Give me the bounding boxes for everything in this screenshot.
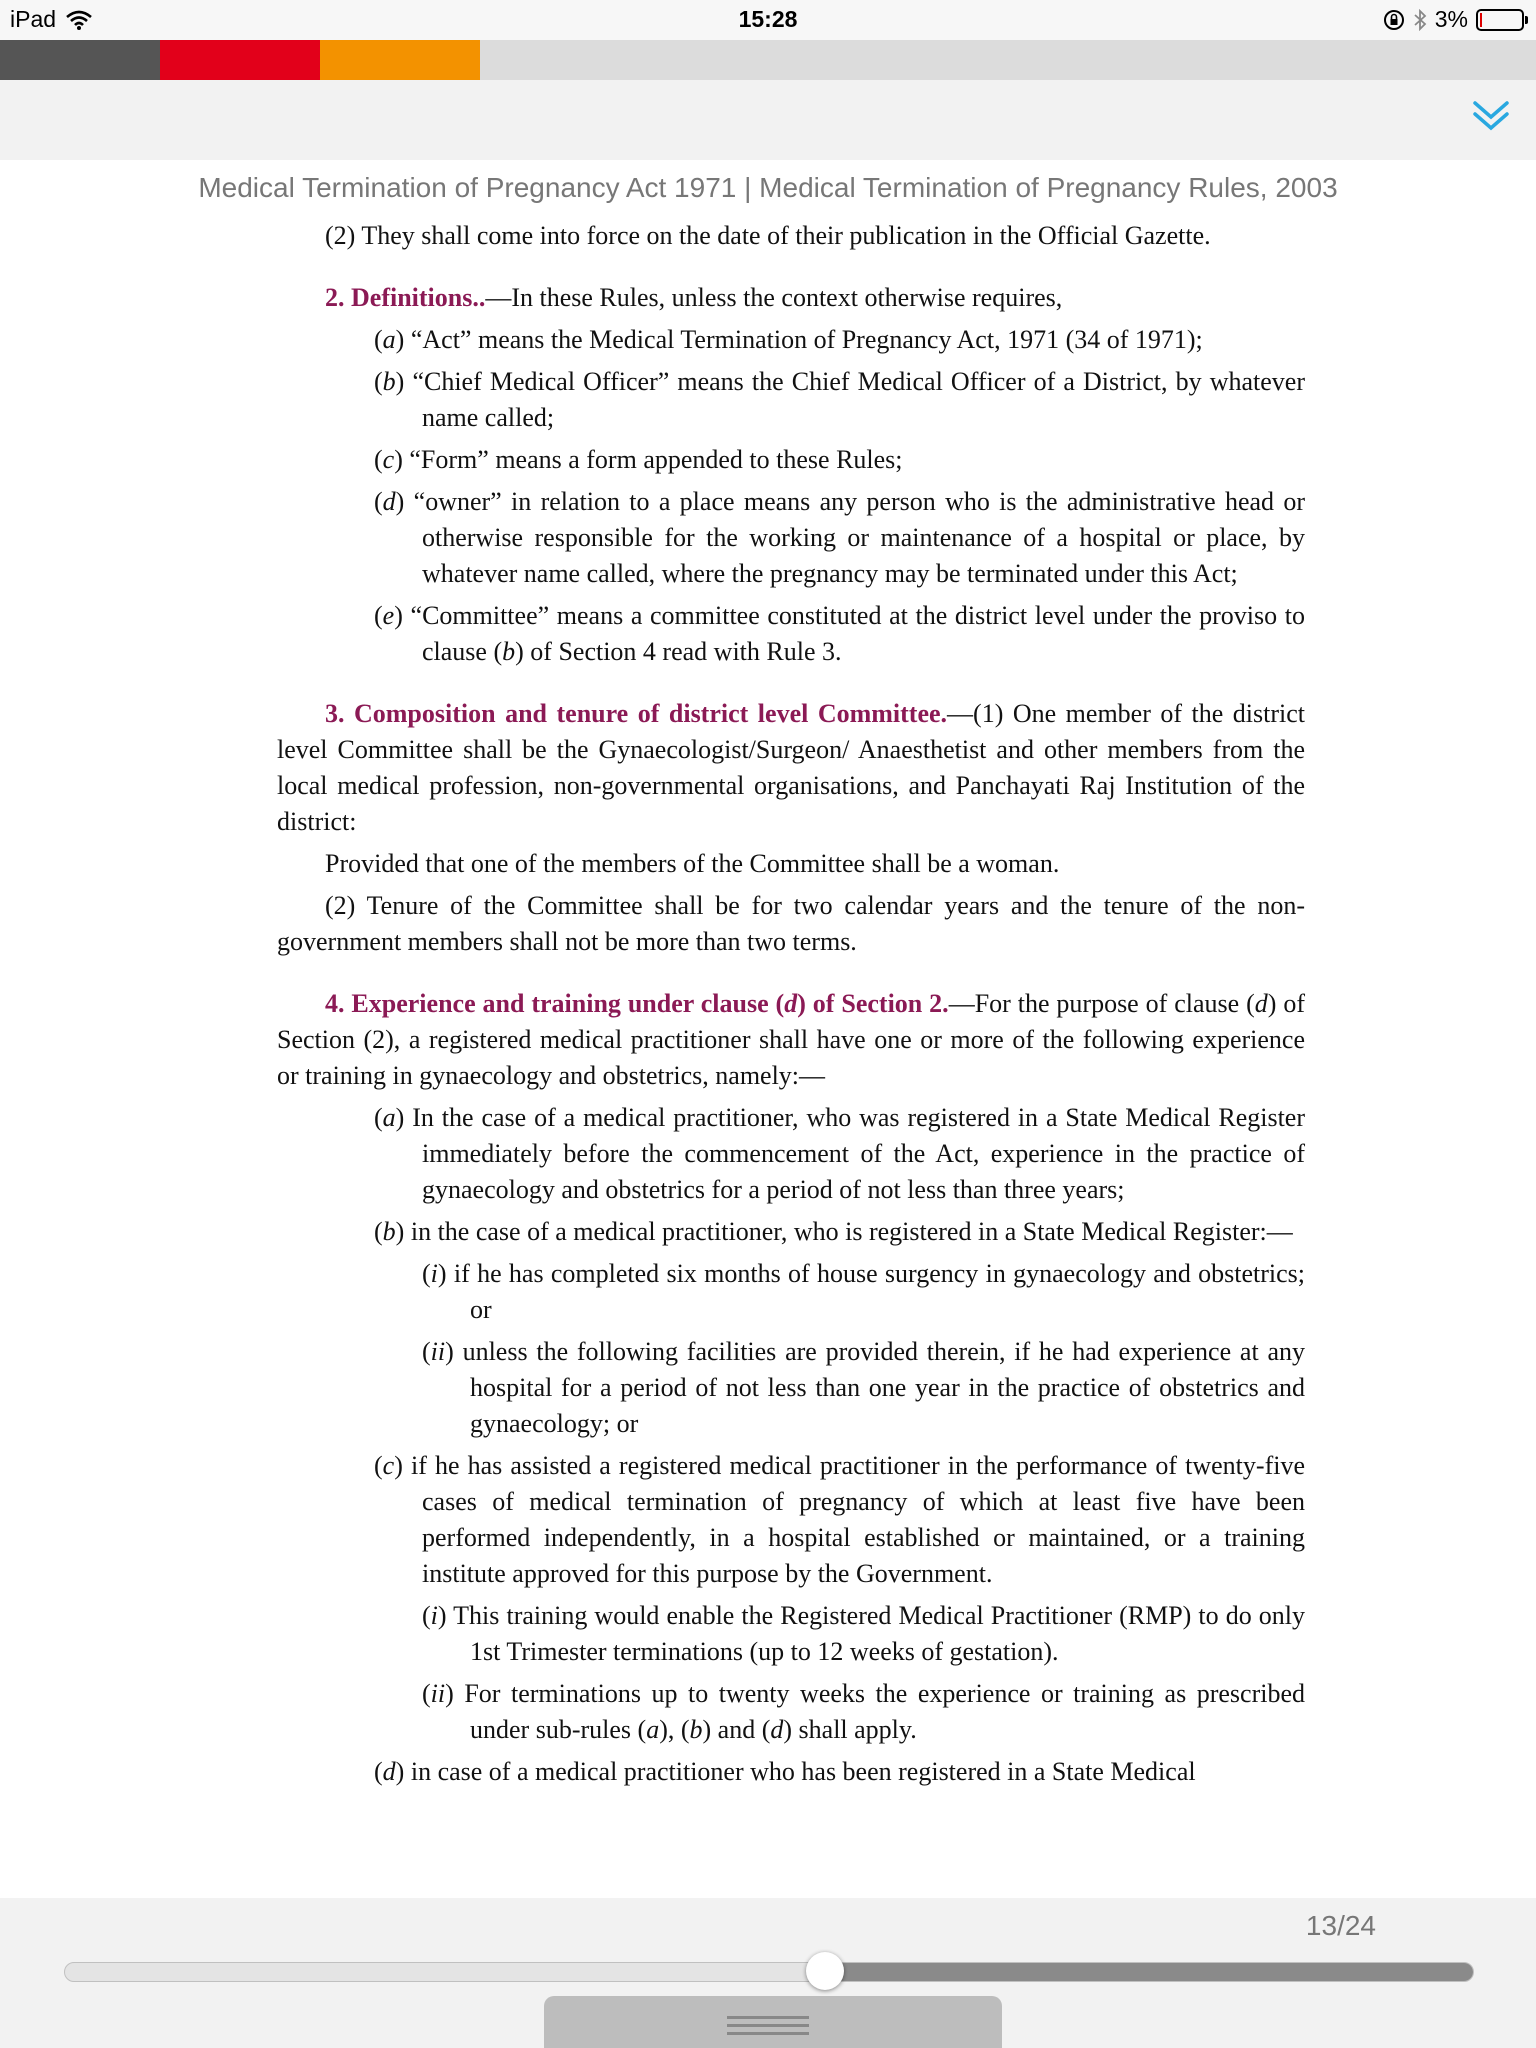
double-chevron-down-icon[interactable] bbox=[1466, 90, 1516, 140]
rule3-paragraph: 3. Composition and tenure of district level Committee.—(1) One member of the district level Committee shall be the Gynaecologist/Surgeon/ Anaesthetist and other members from the local medical profession, non-governmental organisations, and Panchayati Raj Institution of the district: bbox=[277, 699, 1305, 836]
tab-segment-orange[interactable] bbox=[320, 40, 480, 80]
page-indicator: 13/24 bbox=[1305, 1910, 1376, 1941]
battery-percent: 3% bbox=[1434, 6, 1468, 32]
rule4-item-d: (d) in case of a medical practitioner who has been registered in a State Medical bbox=[374, 1757, 1196, 1786]
reader-header bbox=[0, 80, 1536, 160]
tab-segment-red[interactable] bbox=[160, 40, 320, 80]
tab-segment-gray[interactable] bbox=[0, 40, 160, 80]
rule4-item-b-i: (i) if he has completed six months of house surgency in gynaecology and obstetrics; or bbox=[422, 1259, 1305, 1324]
definition-c: (c) “Form” means a form appended to these Rules; bbox=[374, 445, 903, 474]
orientation-lock-icon bbox=[1383, 9, 1405, 31]
rule1-clause2: (2) They shall come into force on the date of their publication in the Official Gazette. bbox=[325, 221, 1211, 250]
battery-icon bbox=[1476, 9, 1524, 31]
rule4-paragraph: 4. Experience and training under clause (d) of Section 2.—For the purpose of clause (d) of Section (2), a registered medical practitioner shall have one or more of the following experience or training in gynaecology and obstetrics, namely:— bbox=[277, 989, 1306, 1090]
definition-d: (d) “owner” in relation to a place means any person who is the administrative head or otherwise responsible for the working or maintenance of a hospital or place, by whatever name called, where the pregnancy may be terminated under this Act; bbox=[374, 487, 1305, 588]
rule4-heading: 4. Experience and training under clause (d) of Section 2. bbox=[325, 989, 949, 1018]
drawer-grip-line bbox=[727, 2024, 809, 2027]
definition-b: (b) “Chief Medical Officer” means the Chief Medical Officer of a District, by whatever name called; bbox=[374, 367, 1305, 432]
page-content bbox=[277, 218, 1305, 1790]
rule3-heading: 3. Composition and tenure of district level Committee. bbox=[325, 699, 948, 728]
running-head: Medical Termination of Pregnancy Act 1971 | Medical Termination of Pregnancy Rules, 2003 bbox=[198, 172, 1338, 203]
rule4-item-b-ii: (ii) unless the following facilities are provided therein, if he had experience at any hospital for a period of not less than one year in the practice of obstetrics and gynaecology; or bbox=[422, 1337, 1305, 1438]
definition-a: (a) “Act” means the Medical Termination of Pregnancy Act, 1971 (34 of 1971); bbox=[374, 325, 1203, 354]
rule4-item-c: (c) if he has assisted a registered medical practitioner in the performance of twenty-five cases of medical termination of pregnancy of which at least five have been performed independently, in a hospital established or maintained, or a training institute approved for this purpose by the Government. bbox=[374, 1451, 1305, 1588]
rule3-proviso: Provided that one of the members of the Committee shall be a woman. bbox=[325, 849, 1060, 878]
rule4-item-c-i: (i) This training would enable the Registered Medical Practitioner (RMP) to do only 1st Trimester terminations (up to 12 weeks of gestation). bbox=[422, 1601, 1305, 1666]
definition-e: (e) “Committee” means a committee constituted at the district level under the proviso to clause (b) of Section 4 read with Rule 3. bbox=[374, 601, 1305, 666]
clock: 15:28 bbox=[738, 6, 798, 32]
drawer-grip-line bbox=[727, 2016, 809, 2019]
rule4-item-b: (b) in the case of a medical practitioner, who is registered in a State Medical Register:— bbox=[374, 1217, 1293, 1246]
rule3-clause2: (2) Tenure of the Committee shall be for two calendar years and the tenure of the non-government members shall not be more than two terms. bbox=[277, 891, 1305, 956]
rule2-paragraph bbox=[277, 280, 1305, 316]
drawer-grip-line bbox=[727, 2032, 809, 2035]
page-slider-remaining bbox=[826, 1963, 1473, 1981]
rule4-item-a: (a) In the case of a medical practitioner, who was registered in a State Medical Register immediately before the commencement of the Act, experience in the practice of gynaecology and obstetrics for a period of not less than three years; bbox=[374, 1103, 1305, 1204]
status-bar bbox=[0, 0, 1536, 40]
rule4-item-c-ii: (ii) For terminations up to twenty weeks the experience or training as prescribed under sub-rules (a), (b) and (d) shall apply. bbox=[422, 1679, 1305, 1744]
rule2-intro: —In these Rules, unless the context otherwise requires, bbox=[485, 283, 1063, 312]
bluetooth-icon bbox=[1413, 9, 1427, 31]
chapter-tab-bar bbox=[0, 40, 1536, 80]
drawer-handle[interactable] bbox=[544, 1996, 1002, 2048]
page-slider-track[interactable] bbox=[64, 1962, 1474, 1982]
device-name: iPad bbox=[10, 6, 57, 32]
rule2-heading: 2. Definitions.. bbox=[325, 283, 486, 312]
